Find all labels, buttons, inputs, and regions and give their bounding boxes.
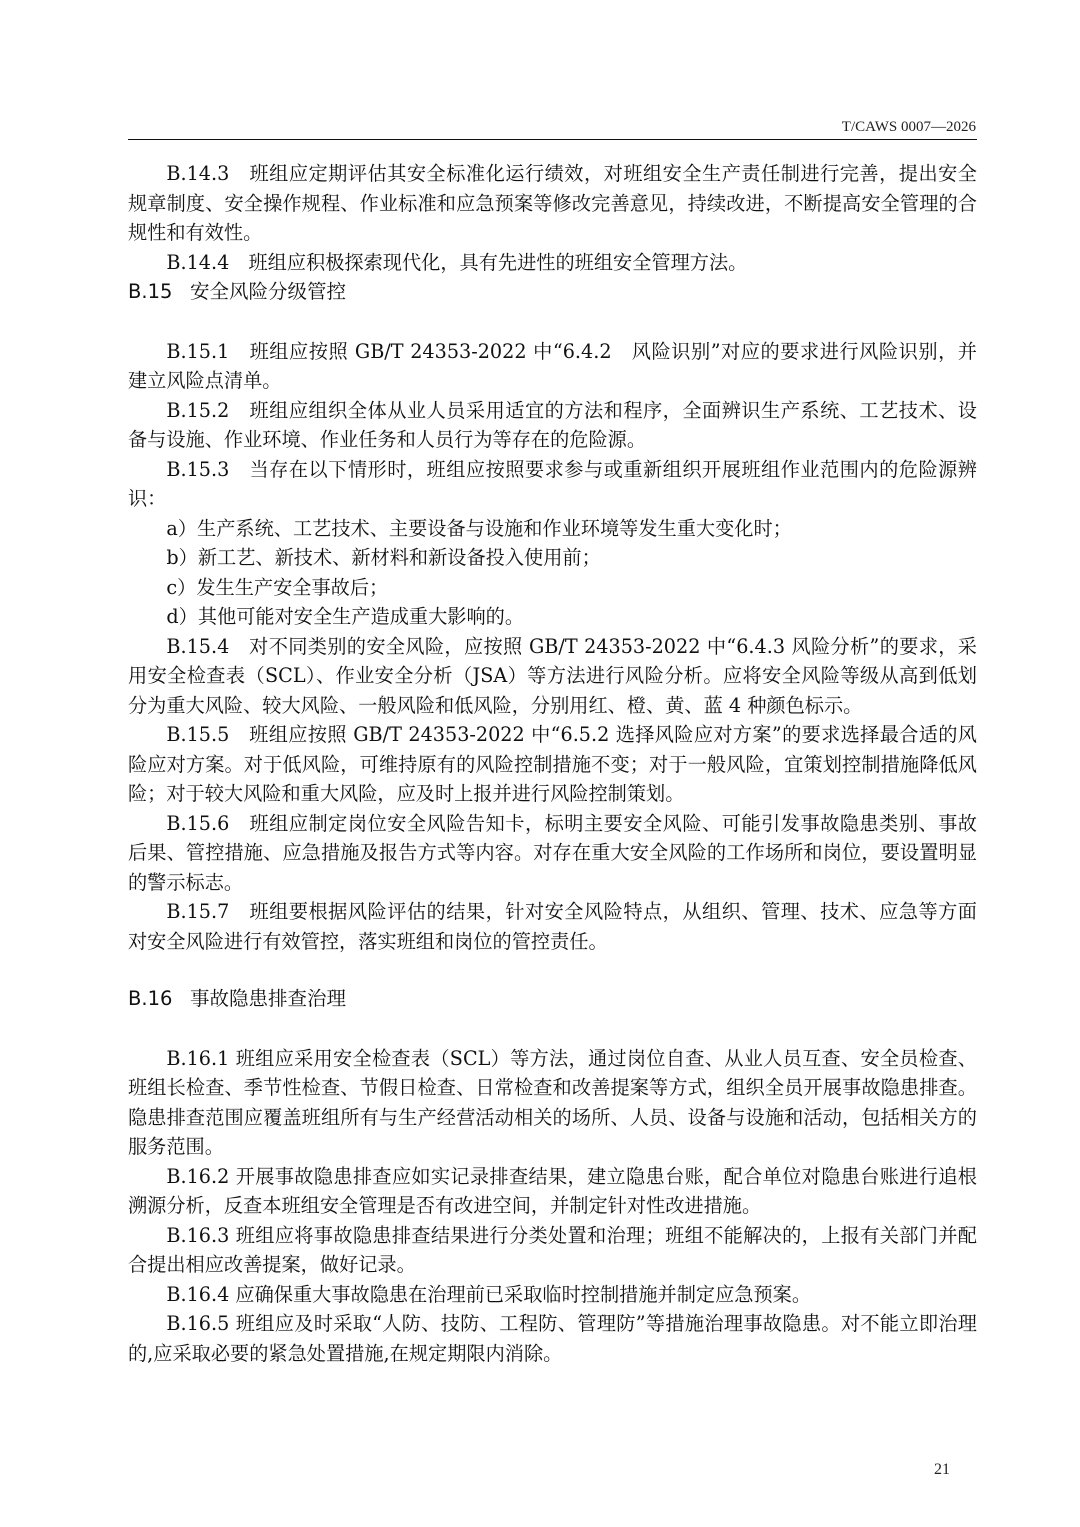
section-title-b16: 事故隐患排查治理 xyxy=(190,987,347,1010)
paragraph-b16-4: B.16.4 应确保重大事故隐患在治理前已采取临时控制措施并制定应急预案。 xyxy=(166,1282,812,1306)
paragraph-b16-3: B.16.3 班组应将事故隐患排查结果进行分类处置和治理；班组不能解决的，上报有关部门并配合提出相应改善提案，做好记录。 xyxy=(128,1223,977,1276)
document-code: T/CAWS 0007—2026 xyxy=(841,119,976,135)
document-body xyxy=(128,159,977,1368)
paragraph-b15-4: B.15.4 对不同类别的安全风险，应按照 GB/T 24353-2022 中“6.4.3 风险分析”的要求，采用安全检查表（SCL）、作业安全分析（JSA）等方法进行风险分析。应将安全风险等级从高到低划分为重大风险、较大风险、一般风险和低风险，分别用红、橙、黄、蓝 4 种颜色标示。 xyxy=(128,634,977,717)
paragraph-b15-5: B.15.5 班组应按照 GB/T 24353-2022 中“6.5.2 选择风险应对方案”的要求选择最合适的风险应对方案。对于低风险，可维持原有的风险控制措施不变；对于一般风险，宜策划控制措施降低风险；对于较大风险和重大风险，应及时上报并进行风险控制策划。 xyxy=(128,723,977,805)
list-item-a: a）生产系统、工艺技术、主要设备与设施和作业环境等发生重大变化时； xyxy=(166,516,792,540)
header-rule xyxy=(128,139,977,140)
paragraph-b16-2: B.16.2 开展事故隐患排查应如实记录排查结果，建立隐患台账，配合单位对隐患台账进行追根溯源分析，反查本班组安全管理是否有改进空间，并制定针对性改进措施。 xyxy=(128,1164,977,1217)
list-item-d: d）其他可能对安全生产造成重大影响的。 xyxy=(166,605,525,628)
paragraph-b15-2: B.15.2 班组应组织全体从业人员采用适宜的方法和程序，全面辨识生产系统、工艺技术、设备与设施、作业环境、作业任务和人员行为等存在的危险源。 xyxy=(128,398,977,451)
spacer xyxy=(128,1014,977,1044)
paragraph-b15-1: B.15.1 班组应按照 GB/T 24353-2022 中“6.4.2 风险识别”对应的要求进行风险识别，并建立风险点清单。 xyxy=(128,339,977,392)
paragraph-b15-3: B.15.3 当存在以下情形时，班组应按照要求参与或重新组织开展班组作业范围内的危险源辨识： xyxy=(128,457,977,510)
spacer xyxy=(128,956,977,984)
paragraph-b15-7: B.15.7 班组要根据风险评估的结果，针对安全风险特点，从组织、管理、技术、应急等方面对安全风险进行有效管控，落实班组和岗位的管控责任。 xyxy=(128,900,977,953)
paragraph-b14-3: B.14.3 班组应定期评估其安全标准化运行绩效，对班组安全生产责任制进行完善，提出安全规章制度、安全操作规程、作业标准和应急预案等修改完善意见，持续改进，不断提高安全管理的合规性和有效性。 xyxy=(128,162,977,244)
page-number: 21 xyxy=(934,1461,950,1478)
section-number-b15: B.15 xyxy=(128,280,173,303)
paragraph-b16-1: B.16.1 班组应采用安全检查表（SCL）等方法，通过岗位自查、从业人员互查、安全员检查、班组长检查、季节性检查、节假日检查、日常检查和改善提案等方式，组织全员开展事故隐患排查。隐患排查范围应覆盖班组所有与生产经营活动相关的场所、人员、设备与设施和活动，包括相关方的服务范围。 xyxy=(128,1046,977,1158)
section-heading-b15 xyxy=(128,277,977,307)
spacer xyxy=(128,307,977,337)
section-number-b16: B.16 xyxy=(128,987,173,1010)
paragraph-b15-6: B.15.6 班组应制定岗位安全风险告知卡，标明主要安全风险、可能引发事故隐患类别、事故后果、管控措施、应急措施及报告方式等内容。对存在重大安全风险的工作场所和岗位，要设置明显的警示标志。 xyxy=(128,811,977,894)
section-heading-b16 xyxy=(128,984,977,1014)
list-item-c: c）发生生产安全事故后； xyxy=(166,575,389,599)
paragraph-b16-5: B.16.5 班组应及时采取“人防、技防、工程防、管理防”等措施治理事故隐患。对不能立即治理的,应采取必要的紧急处置措施,在规定期限内消除。 xyxy=(128,1312,977,1365)
paragraph-b14-4: B.14.4 班组应积极探索现代化，具有先进性的班组安全管理方法。 xyxy=(166,250,748,274)
section-title-b15: 安全风险分级管控 xyxy=(190,280,347,303)
list-item-b: b）新工艺、新技术、新材料和新设备投入使用前； xyxy=(166,546,601,569)
